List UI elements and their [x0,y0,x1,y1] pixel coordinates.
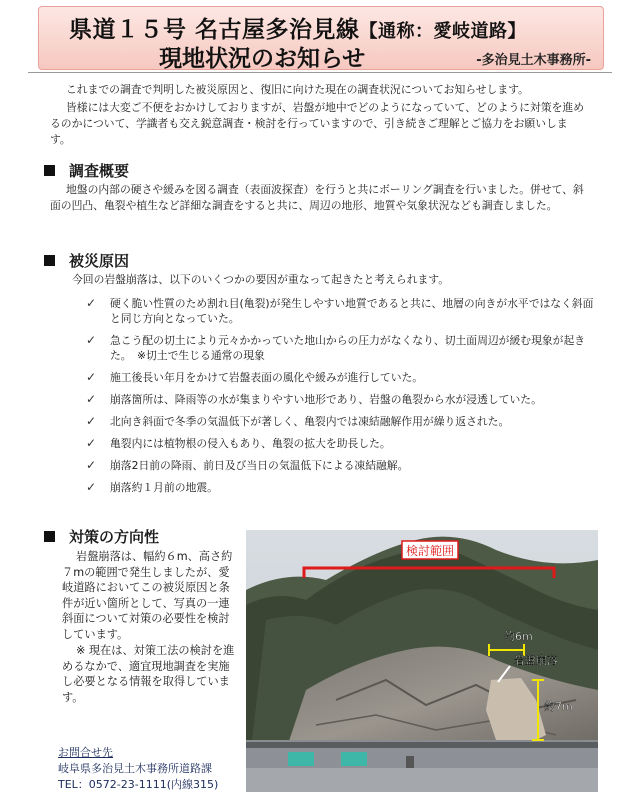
check-icon: ✓ [86,480,97,494]
cause-text: 崩落約１月前の地震。 [110,481,218,494]
width-label: 約6m [504,630,533,643]
check-icon: ✓ [86,392,97,406]
contact-title: お問合せ先 [58,746,113,759]
title-common-name: 【通称：愛岐道路】 [359,21,527,42]
check-icon: ✓ [86,333,97,347]
title-banner [38,6,604,70]
intro-paragraph-2: 皆様には大変ご不便をおかけしておりますが、岩盤が地中でどのようになっていて、どのように対策を進めるのかについて、学識者も交え鋭意調査・検討を行っていますので、引き続きご理解とご協力をお願いします。 [50,101,585,146]
square-bullet-icon [44,255,55,266]
causes-lead: 今回の岩盤崩落は、以下のいくつかの要因が重なって起きたと考えられます。 [72,273,450,286]
slope-photo [246,530,598,792]
section-heading-survey [44,160,129,181]
collapse-label: 岩盤崩落 [514,654,558,667]
page-subtitle: 現地状況のお知らせ [159,46,366,72]
cause-text: 北向き斜面で冬季の気温低下が著しく、亀裂内では凍結融解作用が繰り返された。 [110,415,510,428]
list-item [86,370,596,385]
intro-paragraph-1: これまでの調査で判明した被災原因と、復旧に向けた現在の調査状況についてお知らせします。 [66,83,529,96]
range-label: 検討範囲 [405,544,455,558]
office-name: -多治見土木事務所- [476,53,591,68]
title-route: 県道１５号 名古屋多治見線 [69,17,360,43]
measures-heading-text: 対策の方向性 [69,528,160,546]
list-item [86,458,596,473]
list-item [86,333,596,363]
square-bullet-icon [44,531,55,542]
cause-text: 急こう配の切土により元々かかっていた地山からの圧力がなくなり、切土面周辺が緩む現象が起きた。 ※切土で生じる通常の現象 [110,334,586,362]
check-icon: ✓ [86,370,97,384]
check-icon: ✓ [86,458,97,472]
list-item [86,296,596,326]
list-item [86,392,596,407]
cause-text: 施工後長い年月をかけて岩盤表面の風化や緩みが進行していた。 [110,371,424,384]
measures-paragraph: 岩盤崩落は、幅約６m、高さ約７mの範囲で発生しましたが、愛岐道路においてこの被災原因と条件が近い箇所として、写真の一連斜面について対策の必要性を検討しています。 [62,550,233,641]
square-bullet-icon [44,165,55,176]
cause-text: 亀裂内には植物根の侵入もあり、亀裂の拡大を助長した。 [110,437,391,450]
height-label: 約7m [544,700,573,713]
measures-note: ※ 現在は、対策工法の検討を進めるなかで、適宜現地調査を実施し必要となる情報を取得しています。 [62,644,235,704]
section-heading-measures [44,526,159,547]
list-item [86,436,596,451]
divider [28,72,612,73]
contact-tel: TEL：0572-23-1111(内線315) [58,778,219,791]
cause-text: 崩落2日前の降雨、前日及び当日の気温低下による凍結融解。 [110,459,409,472]
list-item [86,414,596,429]
cause-text: 崩落箇所は、降雨等の水が集まりやすい地形であり、岩盤の亀裂から水が浸透していた。 [110,393,542,406]
survey-paragraph: 地盤の内部の硬さや緩みを図る調査（表面波探査）を行うと共にボーリング調査を行いました。併せて、斜面の凹凸、亀裂や植生など詳細な調査をすると共に、周辺の地形、地質や気象状況なども調査しました。 [50,183,584,212]
list-item [86,480,596,495]
contact-org: 岐阜県多治見土木事務所道路課 [58,762,212,775]
causes-heading-text: 被災原因 [69,252,130,270]
survey-heading-text: 調査概要 [69,162,130,180]
section-heading-causes [44,250,129,271]
slope-photo-graphic [246,530,598,792]
check-icon: ✓ [86,414,97,428]
cause-list [86,296,596,495]
check-icon: ✓ [86,436,97,450]
cause-text: 硬く脆い性質のため割れ目(亀裂)が発生しやすい地質であると共に、地層の向きが水平ではなく斜面と同じ方向となっていた。 [110,297,594,325]
check-icon: ✓ [86,296,97,310]
